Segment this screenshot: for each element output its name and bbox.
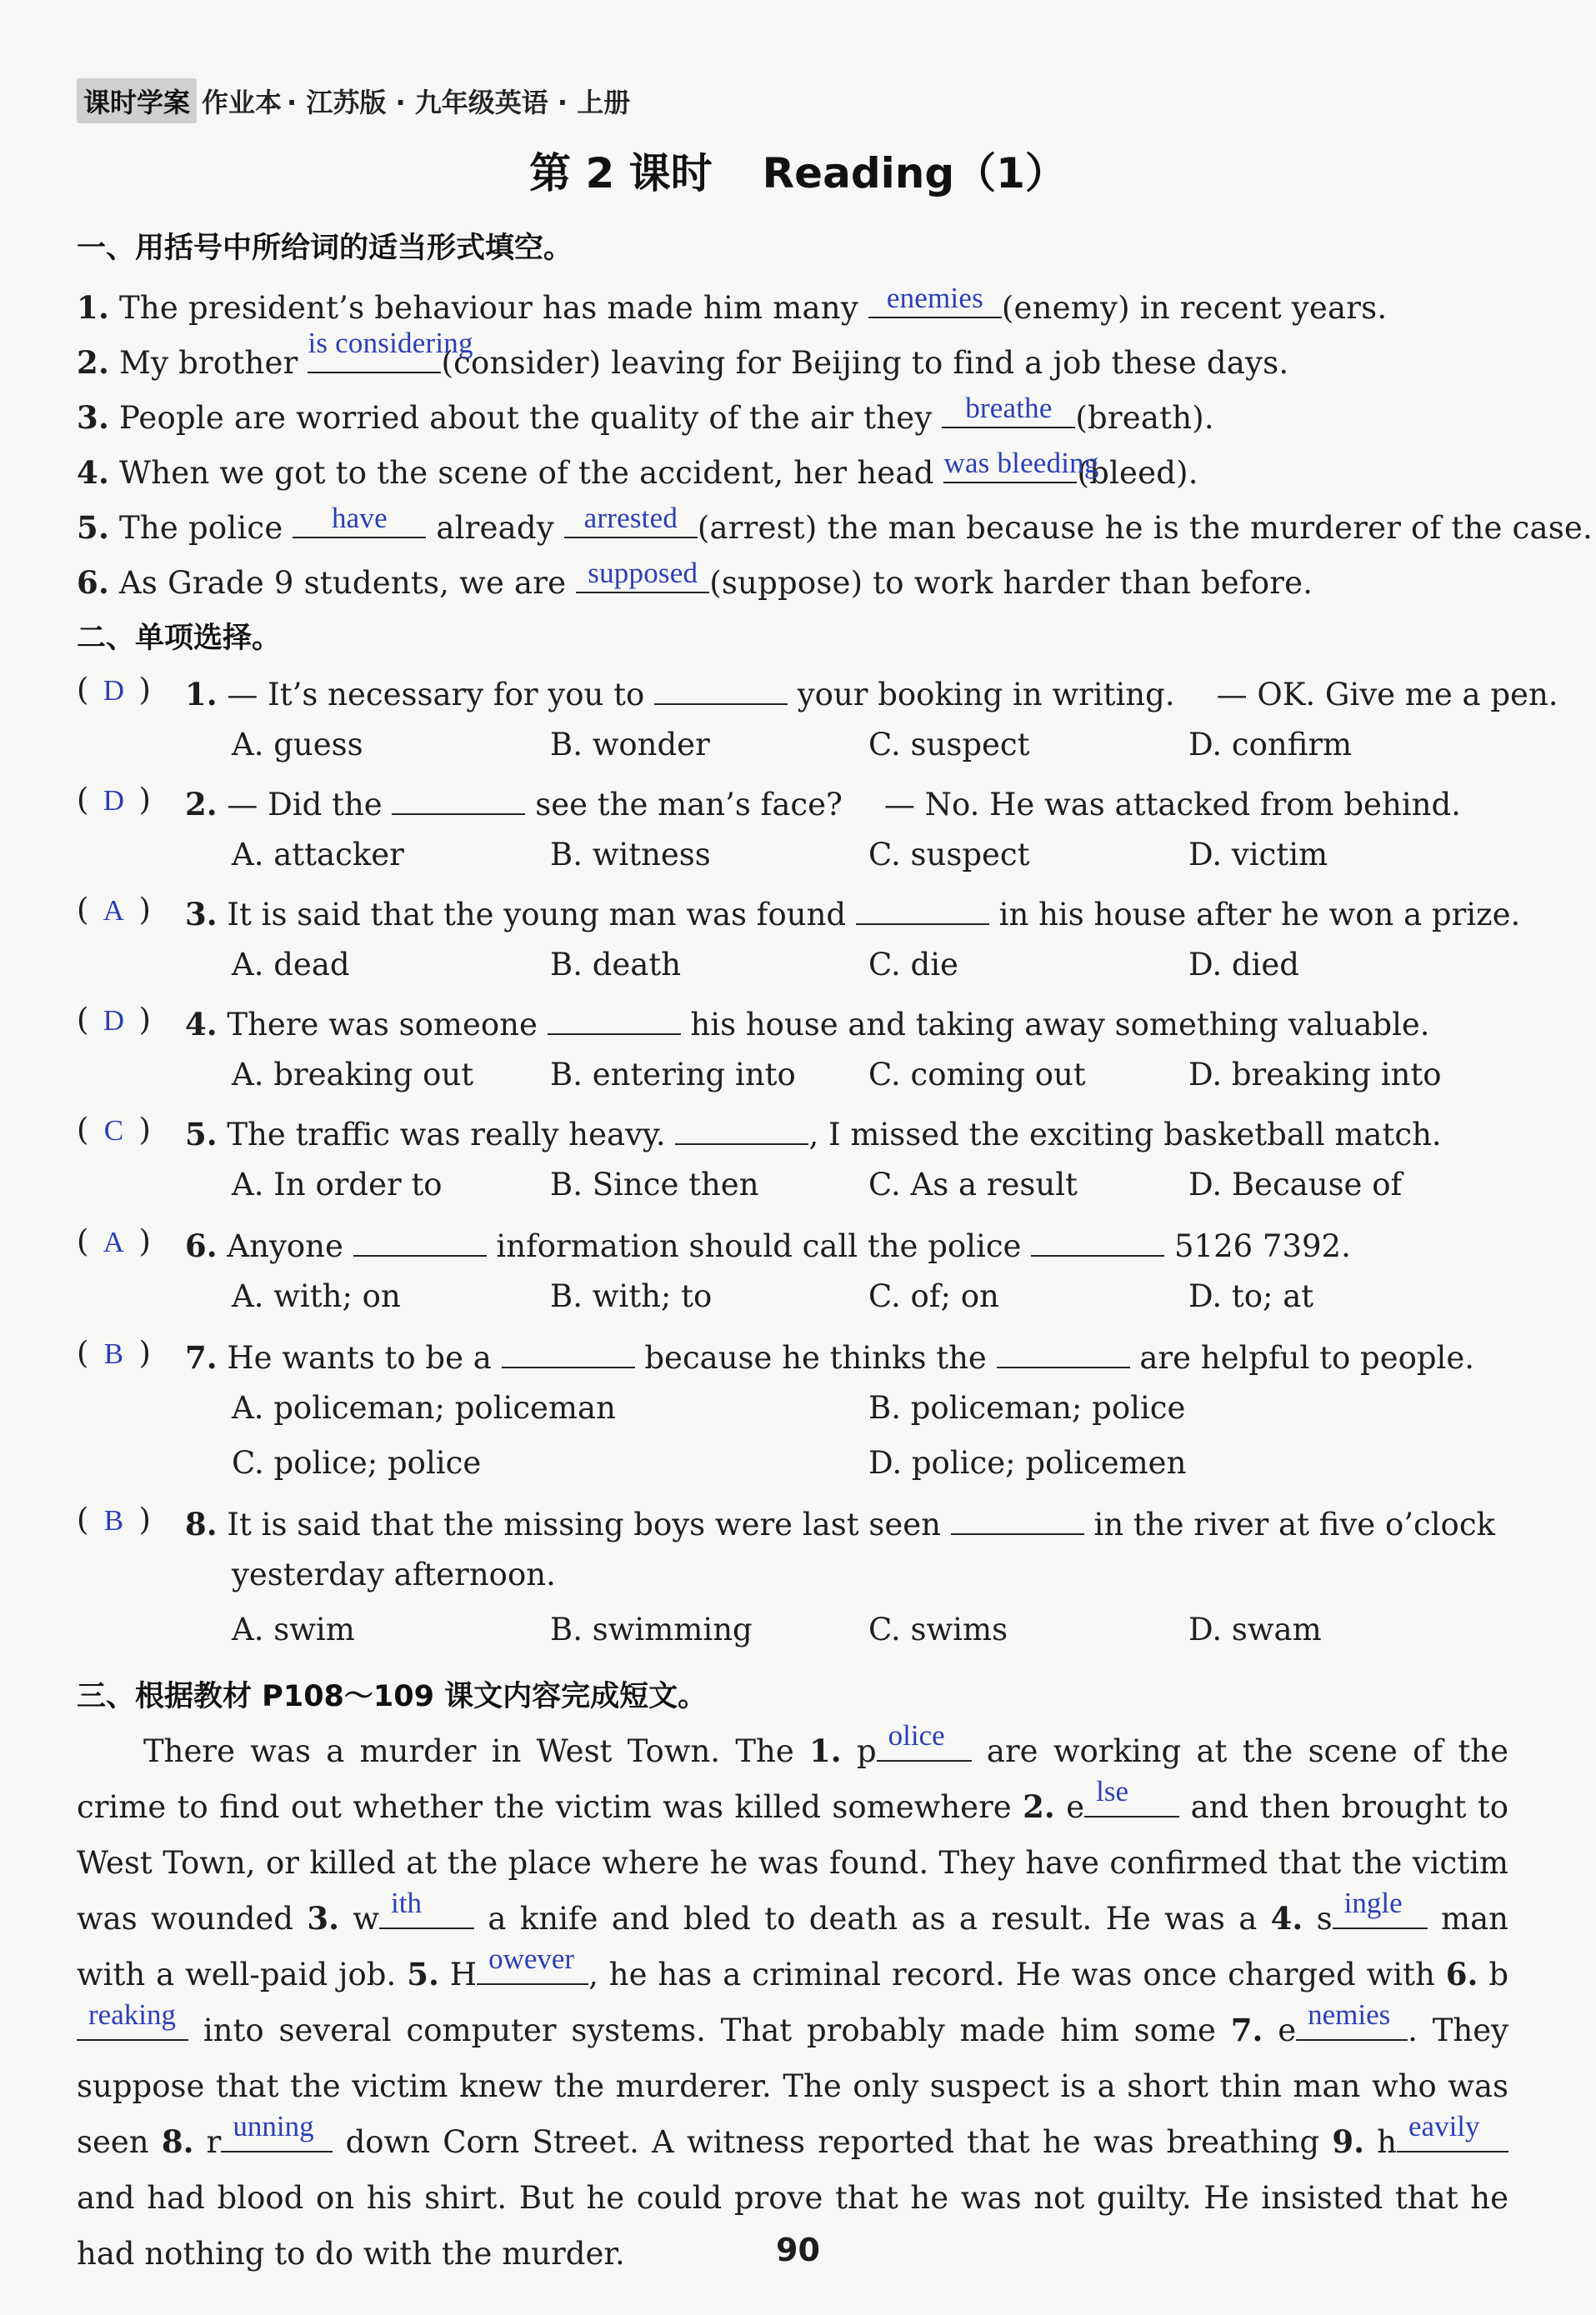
s1-answer-blank[interactable]: enemies xyxy=(868,285,1002,318)
s1-item-5: 5. The police have already arrested (arrest) the man because he is the murderer of the case. xyxy=(77,502,1593,546)
section2-heading: 二、单项选择。 xyxy=(77,622,282,655)
book-header xyxy=(77,78,630,123)
mc-answer-3: ( A ) xyxy=(77,892,151,928)
option-c[interactable]: C. swims xyxy=(868,1612,1008,1648)
page-number: 90 xyxy=(776,2232,820,2268)
s1-answer-blank[interactable]: supposed xyxy=(576,560,709,593)
option-b[interactable]: B. witness xyxy=(550,837,711,872)
s1-item-4: 4. When we got to the scene of the accident, her head was bleeding (bleed). xyxy=(77,447,1198,491)
cloze-blank-1[interactable]: olice xyxy=(877,1723,972,1762)
option-b[interactable]: B. Since then xyxy=(550,1167,759,1202)
mc-answer-1: ( D ) xyxy=(77,672,151,708)
option-b[interactable]: B. swimming xyxy=(550,1612,753,1648)
s1-item-1: 1. The president’s behaviour has made him many enemies (enemy) in recent years. xyxy=(77,282,1388,326)
option-d[interactable]: D. died xyxy=(1188,947,1299,982)
s1-item-6: 6. As Grade 9 students, we are supposed (suppose) to work harder than before. xyxy=(77,557,1313,601)
option-c[interactable]: C. suspect xyxy=(868,837,1030,872)
s1-answer-blank[interactable]: breathe xyxy=(942,395,1075,428)
s1-item-2: 2. My brother is considering (consider) leaving for Beijing to find a job these days. xyxy=(77,327,1289,381)
section3-heading: 三、根据教材 P108～109 课文内容完成短文。 xyxy=(77,1680,708,1713)
option-a[interactable]: A. In order to xyxy=(232,1167,443,1202)
s1-answer-blank[interactable]: was bleeding xyxy=(943,450,1077,483)
option-a[interactable]: A. attacker xyxy=(232,837,404,872)
mc-answer-7: ( B ) xyxy=(77,1335,151,1371)
cloze-blank-2[interactable]: lse xyxy=(1084,1779,1179,1818)
option-b[interactable]: B. policeman; police xyxy=(868,1390,1186,1426)
lesson-number: 第 2 课时 xyxy=(529,149,713,198)
mc-answer-6: ( A ) xyxy=(77,1223,151,1259)
cloze-blank-9[interactable]: eavily xyxy=(1397,2114,1508,2152)
mc-question-1: 1. — It’s necessary for you to your booking in writing. — OK. Give me a pen. xyxy=(185,672,1558,712)
cloze-blank-4[interactable]: ingle xyxy=(1333,1891,1428,1929)
option-d[interactable]: D. police; policemen xyxy=(868,1445,1187,1481)
cloze-blank-3[interactable]: ith xyxy=(379,1891,474,1929)
book-label: 作业本 xyxy=(202,87,283,118)
s1-answer-blank[interactable]: is considering xyxy=(308,340,441,373)
mc-question-7: 7. He wants to be a because he thinks the are helpful to people. xyxy=(185,1335,1474,1376)
option-a[interactable]: A. dead xyxy=(232,947,350,982)
mc-answer-5: ( C ) xyxy=(77,1112,151,1148)
option-c[interactable]: C. of; on xyxy=(868,1278,999,1314)
option-b[interactable]: B. entering into xyxy=(550,1057,796,1092)
mc-question-8-cont: yesterday afternoon. xyxy=(232,1557,556,1592)
option-d[interactable]: D. Because of xyxy=(1188,1167,1403,1202)
option-d[interactable]: D. victim xyxy=(1188,837,1328,872)
option-c[interactable]: C. suspect xyxy=(868,727,1030,762)
option-b[interactable]: B. wonder xyxy=(550,727,710,762)
mc-question-3: 3. It is said that the young man was found in his house after he won a prize. xyxy=(185,892,1520,932)
mc-question-2: 2. — Did the see the man’s face? — No. He was attacked from behind. xyxy=(185,782,1461,822)
option-d[interactable]: D. breaking into xyxy=(1188,1057,1442,1092)
mc-question-5: 5. The traffic was really heavy. , I missed the exciting basketball match. xyxy=(185,1112,1442,1152)
mc-question-8: 8. It is said that the missing boys were last seen in the river at five o’clock xyxy=(185,1502,1495,1542)
option-c[interactable]: C. die xyxy=(868,947,958,982)
option-c[interactable]: C. police; police xyxy=(232,1445,482,1481)
edition-label: · 江苏版 · 九年级英语 · 上册 xyxy=(287,87,631,118)
option-d[interactable]: D. confirm xyxy=(1188,727,1353,762)
option-c[interactable]: C. coming out xyxy=(868,1057,1086,1092)
mc-question-6: 6. Anyone information should call the police 5126 7392. xyxy=(185,1223,1351,1264)
s1-answer-blank[interactable]: have xyxy=(293,505,426,538)
section1-heading: 一、用括号中所给词的适当形式填空。 xyxy=(77,232,573,265)
option-c[interactable]: C. As a result xyxy=(868,1167,1078,1202)
cloze-blank-7[interactable]: nemies xyxy=(1296,2002,1408,2041)
option-a[interactable]: A. breaking out xyxy=(232,1057,474,1092)
option-a[interactable]: A. with; on xyxy=(232,1278,401,1314)
mc-question-4: 4. There was someone his house and taking away something valuable. xyxy=(185,1002,1430,1042)
option-a[interactable]: A. swim xyxy=(232,1612,355,1648)
option-a[interactable]: A. policeman; policeman xyxy=(232,1390,616,1426)
cloze-blank-8[interactable]: unning xyxy=(221,2114,333,2152)
page-title xyxy=(0,140,1596,200)
cloze-blank-5[interactable]: owever xyxy=(477,1947,588,1985)
option-d[interactable]: D. swam xyxy=(1188,1612,1322,1648)
s1-item-3: 3. People are worried about the quality of the air they breathe (breath). xyxy=(77,392,1214,436)
mc-answer-2: ( D ) xyxy=(77,782,151,818)
option-d[interactable]: D. to; at xyxy=(1188,1278,1314,1314)
mc-answer-8: ( B ) xyxy=(77,1502,151,1538)
option-b[interactable]: B. with; to xyxy=(550,1278,713,1314)
brand-label: 课时学案 xyxy=(77,78,197,123)
s1-answer-blank[interactable]: arrested xyxy=(564,505,698,538)
cloze-blank-6[interactable]: reaking xyxy=(77,2002,188,2041)
lesson-topic: Reading（1） xyxy=(762,149,1067,198)
mc-answer-4: ( D ) xyxy=(77,1002,151,1038)
cloze-paragraph: There was a murder in West Town. The 1. p olice are working at the scene of the crime to find out whether the victim was killed somewhere 2. e lse and then brought to West Town, or killed at the place where he was found. They have confirmed that the victim was wounded 3. w ith a knife and bled to death as a result. He was a 4. s ingle man with a well-paid job. 5. H owever , he has a criminal record. He was once charged with 6. b reaking into several computer systems. That probably made him some 7. e nemies . They suppose that the victim knew the murderer. The only suspect is a short thin man who was seen 8. r unning down Corn Street. A witness reported that he was breathing 9. h eavily and had blood on his shirt. But he could prove that he was not guilty. He insisted that he had nothing to do with the murder. xyxy=(77,1719,1509,2272)
option-a[interactable]: A. guess xyxy=(232,727,363,762)
option-b[interactable]: B. death xyxy=(550,947,682,982)
